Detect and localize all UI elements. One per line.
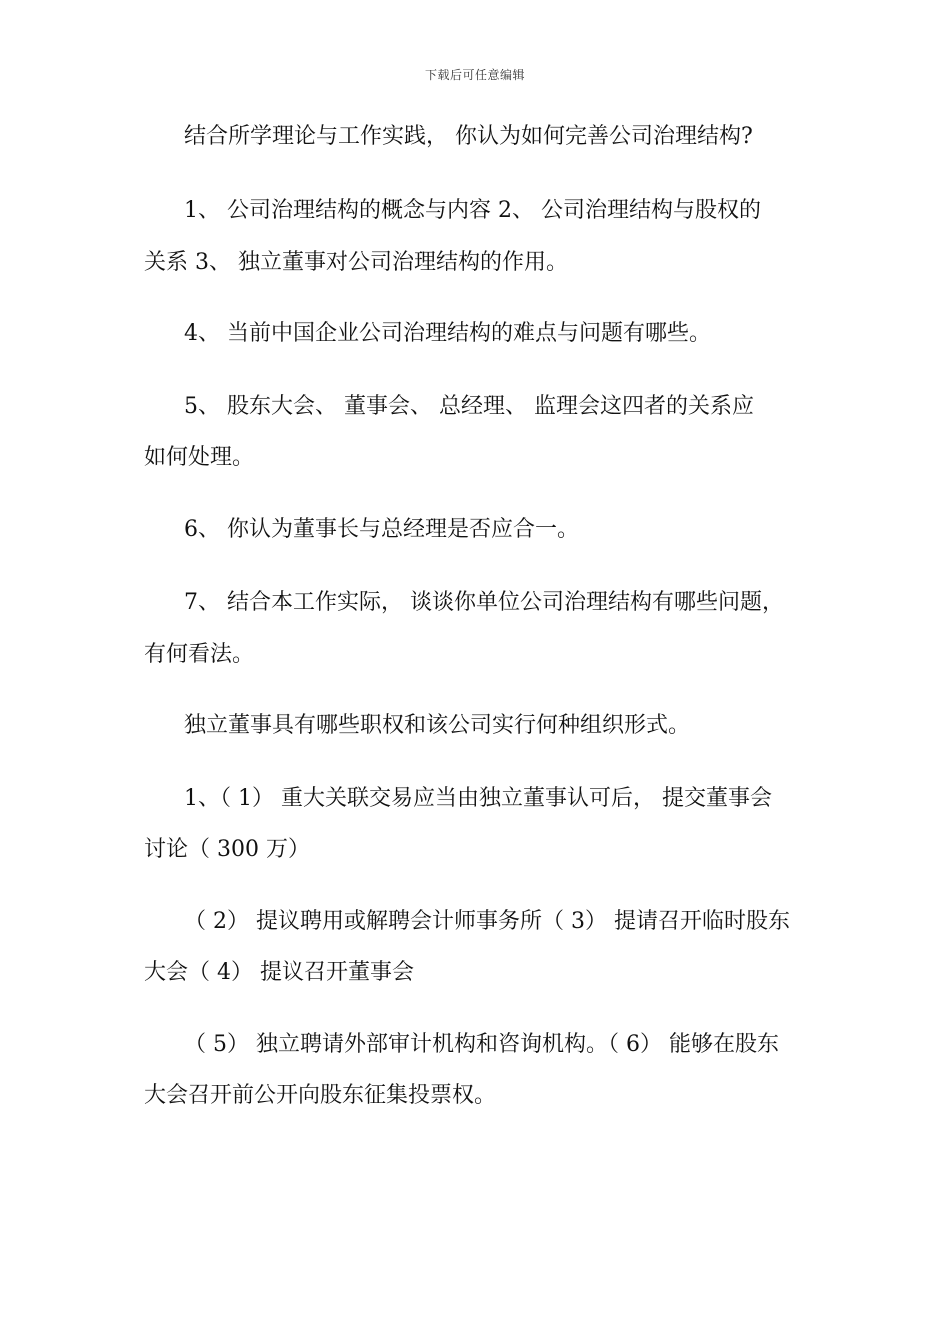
paragraph-line: 7、 结合本工作实际， 谈谈你单位公司治理结构有哪些问题， bbox=[184, 590, 784, 615]
paragraph-line: 1、（ 1） 重大关联交易应当由独立董事认可后， 提交董事会 bbox=[184, 786, 772, 811]
paragraph-line: 1、 公司治理结构的概念与内容 2、 公司治理结构与股权的 bbox=[184, 198, 761, 223]
paragraph-line: 关系 3、 独立董事对公司治理结构的作用。 bbox=[144, 250, 568, 275]
paragraph-line: 讨论（ 300 万） bbox=[144, 837, 310, 862]
paragraph-line: （ 2） 提议聘用或解聘会计师事务所（ 3） 提请召开临时股东 bbox=[184, 909, 790, 934]
paragraph-line: 大会召开前公开向股东征集投票权。 bbox=[144, 1083, 497, 1108]
question-title-line: 结合所学理论与工作实践， 你认为如何完善公司治理结构? bbox=[184, 124, 753, 149]
paragraph-line: 4、 当前中国企业公司治理结构的难点与问题有哪些。 bbox=[184, 321, 711, 346]
question-title-line: 独立董事具有哪些职权和该公司实行何种组织形式。 bbox=[184, 713, 691, 738]
page-header-note: 下载后可任意编辑 bbox=[424, 68, 525, 82]
paragraph-line: 5、 股东大会、 董事会、 总经理、 监理会这四者的关系应 bbox=[184, 394, 754, 419]
paragraph-line: 有何看法。 bbox=[144, 642, 255, 667]
paragraph-line: （ 5） 独立聘请外部审计机构和咨询机构。（ 6） 能够在股东 bbox=[184, 1032, 779, 1057]
paragraph-line: 6、 你认为董事长与总经理是否应合一。 bbox=[184, 517, 579, 542]
paragraph-line: 如何处理。 bbox=[144, 445, 255, 470]
paragraph-line: 大会（ 4） 提议召开董事会 bbox=[144, 960, 414, 985]
